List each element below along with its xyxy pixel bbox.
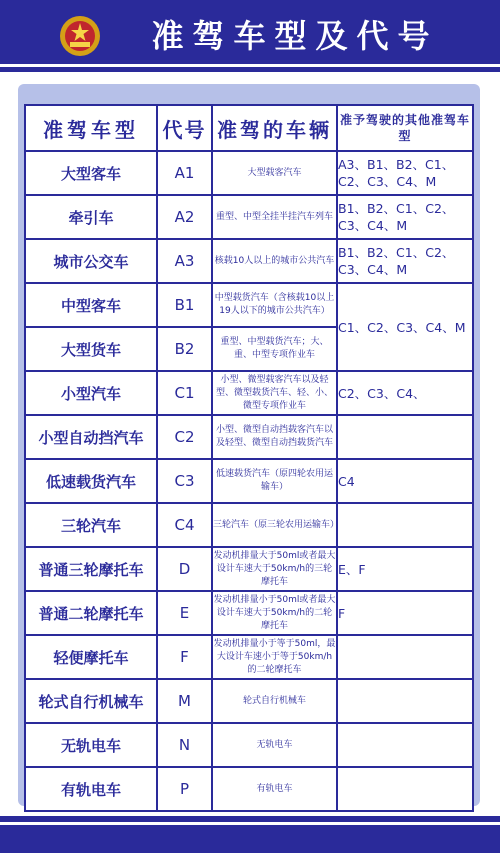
cell-other — [337, 635, 473, 679]
table-row — [25, 459, 473, 503]
table-row — [25, 239, 473, 283]
cell-type: 城市公交车 — [25, 239, 157, 283]
cell-desc: 重型、中型载货汽车；大、重、中型专项作业车 — [212, 327, 337, 371]
cell-type: 三轮汽车 — [25, 503, 157, 547]
header-cell-other: 准予驾驶的其他准驾车型 — [337, 105, 473, 151]
table-row — [25, 547, 473, 591]
cell-other: B1、B2、C1、C2、C3、C4、M — [337, 239, 473, 283]
cell-code: C1 — [157, 371, 212, 415]
cell-type: 大型客车 — [25, 151, 157, 195]
table-row — [25, 679, 473, 723]
header-cell-type: 准驾车型 — [25, 105, 157, 151]
header-divider — [0, 64, 500, 67]
cell-type: 普通三轮摩托车 — [25, 547, 157, 591]
cell-code: C2 — [157, 415, 212, 459]
cell-other — [337, 723, 473, 767]
table-row — [25, 151, 473, 195]
cell-code: A1 — [157, 151, 212, 195]
cell-other: C4 — [337, 459, 473, 503]
cell-desc: 有轨电车 — [212, 767, 337, 811]
cell-code: B1 — [157, 283, 212, 327]
table-row — [25, 415, 473, 459]
table-row — [25, 371, 473, 415]
cell-other: A3、B1、B2、C1、C2、C3、C4、M — [337, 151, 473, 195]
cell-other: C1、C2、C3、C4、M — [337, 283, 473, 371]
table-row — [25, 767, 473, 811]
header-cell-vehicles: 准驾的车辆 — [212, 105, 337, 151]
table-row — [25, 723, 473, 767]
cell-code: A3 — [157, 239, 212, 283]
cell-type: 轻便摩托车 — [25, 635, 157, 679]
cell-desc: 三轮汽车（原三轮农用运输车） — [212, 503, 337, 547]
cell-desc: 发动机排量大于50ml或者最大设计车速大于50km/h的三轮摩托车 — [212, 547, 337, 591]
cell-type: 无轨电车 — [25, 723, 157, 767]
cell-other — [337, 415, 473, 459]
police-emblem-icon — [58, 14, 102, 58]
cell-code: D — [157, 547, 212, 591]
cell-desc: 低速载货汽车（原四轮农用运输车） — [212, 459, 337, 503]
cell-desc: 中型载货汽车（含核载10以上19人以下的城市公共汽车） — [212, 283, 337, 327]
header-bar — [0, 0, 500, 72]
cell-type: 低速载货汽车 — [25, 459, 157, 503]
cell-type: 小型自动挡汽车 — [25, 415, 157, 459]
cell-desc: 小型、微型载客汽车以及轻型、微型载货汽车、轻、小、微型专项作业车 — [212, 371, 337, 415]
cell-other: B1、B2、C1、C2、C3、C4、M — [337, 195, 473, 239]
cell-code: M — [157, 679, 212, 723]
cell-code: P — [157, 767, 212, 811]
cell-code: N — [157, 723, 212, 767]
table-header-row — [25, 105, 473, 151]
table-row — [25, 503, 473, 547]
header-cell-code: 代号 — [157, 105, 212, 151]
cell-desc: 大型载客汽车 — [212, 151, 337, 195]
cell-other: E、F — [337, 547, 473, 591]
cell-type: 普通二轮摩托车 — [25, 591, 157, 635]
cell-code: C4 — [157, 503, 212, 547]
cell-other — [337, 503, 473, 547]
cell-type: 轮式自行机械车 — [25, 679, 157, 723]
footer-bar — [0, 816, 500, 853]
cell-desc: 发动机排量小于等于50ml，最大设计车速小于等于50km/h的二轮摩托车 — [212, 635, 337, 679]
cell-code: C3 — [157, 459, 212, 503]
cell-type: 小型汽车 — [25, 371, 157, 415]
cell-desc: 重型、中型全挂半挂汽车列车 — [212, 195, 337, 239]
cell-code: A2 — [157, 195, 212, 239]
cell-type: 中型客车 — [25, 283, 157, 327]
cell-code: B2 — [157, 327, 212, 371]
table-row — [25, 283, 473, 327]
table-row — [25, 591, 473, 635]
cell-desc: 核载10人以上的城市公共汽车 — [212, 239, 337, 283]
cell-other — [337, 679, 473, 723]
cell-desc: 无轨电车 — [212, 723, 337, 767]
page-title: 准驾车型及代号 — [151, 17, 439, 55]
cell-desc: 发动机排量小于50ml或者最大设计车速大于50km/h的二轮摩托车 — [212, 591, 337, 635]
license-class-table — [24, 104, 474, 812]
cell-type: 牵引车 — [25, 195, 157, 239]
cell-code: E — [157, 591, 212, 635]
cell-desc: 轮式自行机械车 — [212, 679, 337, 723]
cell-other: C2、C3、C4、 — [337, 371, 473, 415]
cell-other — [337, 767, 473, 811]
table-row — [25, 195, 473, 239]
cell-type: 大型货车 — [25, 327, 157, 371]
cell-other: F — [337, 591, 473, 635]
cell-desc: 小型、微型自动挡载客汽车以及轻型、微型自动挡载货汽车 — [212, 415, 337, 459]
cell-type: 有轨电车 — [25, 767, 157, 811]
cell-code: F — [157, 635, 212, 679]
footer-divider — [0, 822, 500, 825]
table-row — [25, 635, 473, 679]
